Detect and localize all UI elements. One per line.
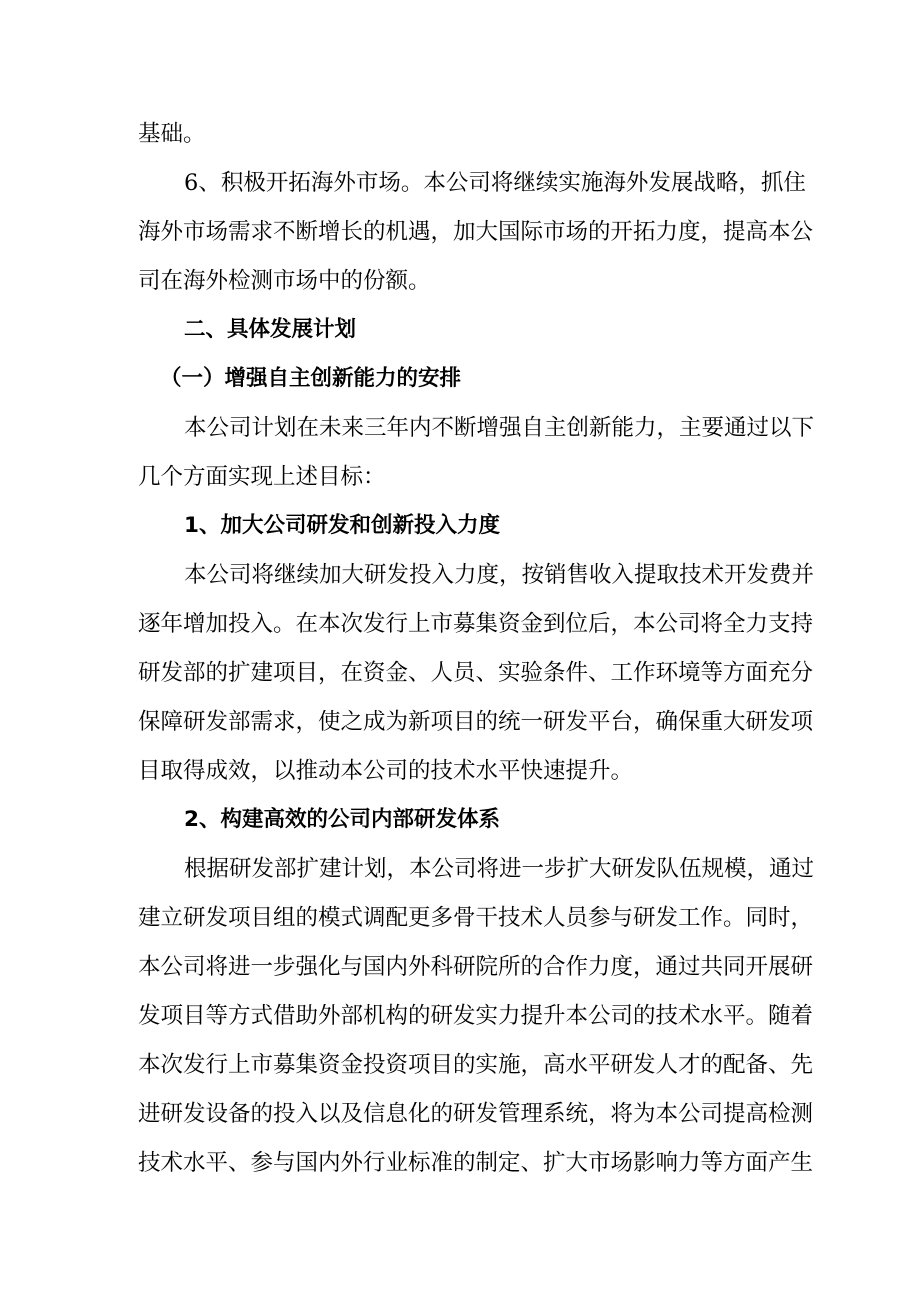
body-text-line: 根据研发部扩建计划，本公司将进一步扩大研发队伍规模，通过 [184, 856, 815, 882]
body-text-line: 研发部的扩建项目，在资金、人员、实验条件、工作环境等方面充分 [138, 660, 814, 686]
item-heading: 1、加大公司研发和创新投入力度 [184, 513, 500, 538]
body-text-line: 目取得成效，以推动本公司的技术水平快速提升。 [138, 758, 634, 784]
body-text-line: 本次发行上市募集资金投资项目的实施，高水平研发人才的配备、先 [138, 1052, 814, 1078]
body-text-line: 保障研发部需求，使之成为新项目的统一研发平台，确保重大研发项 [138, 709, 814, 735]
body-text-line: 司在海外检测市场中的份额。 [138, 268, 431, 294]
body-text-line: 逐年增加投入。在本次发行上市募集资金到位后，本公司将全力支持 [138, 611, 814, 637]
body-text-line: 技术水平、参与国内外行业标准的制定、扩大市场影响力等方面产生 [138, 1150, 814, 1176]
body-text-line: 基础。 [138, 121, 206, 147]
body-text-line: 本公司计划在未来三年内不断增强自主创新能力，主要通过以下 [184, 415, 815, 441]
body-text-line: 几个方面实现上述目标： [138, 464, 386, 490]
body-text-line: 6、积极开拓海外市场。本公司将继续实施海外发展战略，抓住 [184, 170, 806, 196]
body-text-line: 进研发设备的投入以及信息化的研发管理系统，将为本公司提高检测 [138, 1101, 814, 1127]
body-text-line: 本公司将进一步强化与国内外科研院所的合作力度，通过共同开展研 [138, 954, 814, 980]
section-heading: 二、具体发展计划 [184, 317, 357, 342]
body-text-line: 海外市场需求不断增长的机遇，加大国际市场的开拓力度，提高本公 [138, 219, 814, 245]
body-text-line: 本公司将继续加大研发投入力度，按销售收入提取技术开发费并 [184, 562, 815, 588]
subsection-heading: （一）增强自主创新能力的安排 [160, 366, 462, 391]
item-heading: 2、构建高效的公司内部研发体系 [184, 807, 500, 832]
body-text-line: 发项目等方式借助外部机构的研发实力提升本公司的技术水平。随着 [138, 1003, 814, 1029]
body-text-line: 建立研发项目组的模式调配更多骨干技术人员参与研发工作。同时， [138, 905, 814, 931]
